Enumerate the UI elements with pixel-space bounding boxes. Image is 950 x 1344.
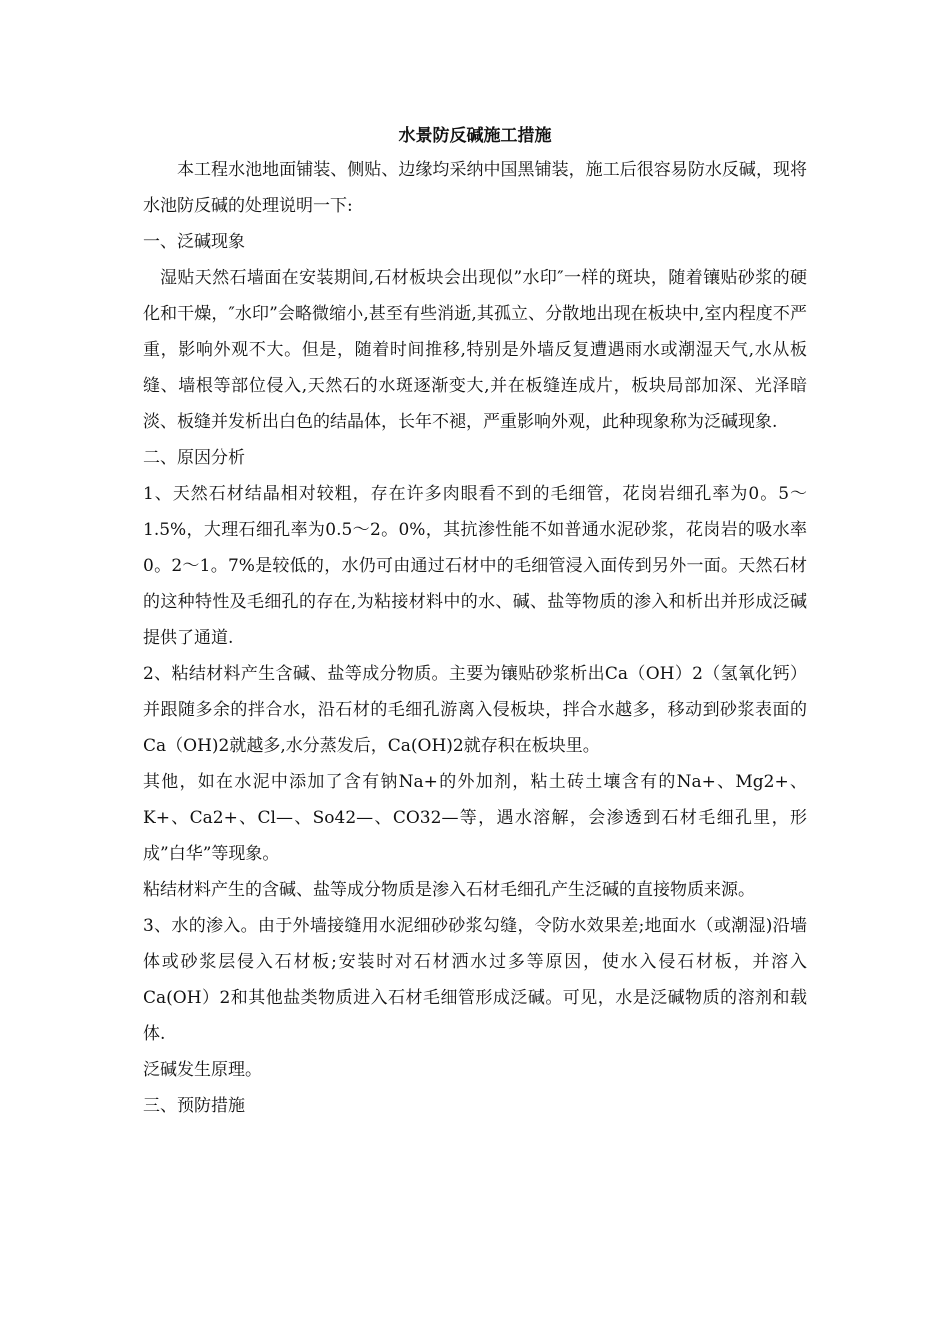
intro-paragraph: 本工程水池地面铺装、侧贴、边缘均采纳中国黑铺装，施工后很容易防水反碱，现将水池防反碱的处理说明一下: [143, 160, 807, 216]
principle-line: 泛碱发生原理。 [143, 1060, 262, 1080]
efflorescence-description: 湿贴天然石墙面在安装期间,石材板块会出现似”水印″一样的斑块，随着镶贴砂浆的硬化和干燥，″水印”会略微缩小,甚至有些消逝,其孤立、分散地出现在板块中,室内程度不严重，影响外观不大。但是，随着时间推移,特别是外墙反复遭遇雨水或潮湿天气,水从板缝、墙根等部位侵入,天然石的水斑逐渐变大,并在板缝连成片，板块局部加深、光泽暗淡、板缝并发析出白色的结晶体，长年不褪，严重影响外观，此种现象称为泛碱现象. [143, 268, 807, 432]
cause-paragraph-other: 其他，如在水泥中添加了含有钠Na+的外加剂，粘土砖土壤含有的Na+、Mg2+、K+、Ca2+、Cl—、So42—、CO32—等，遇水溶解，会渗透到石材毛细孔里，形成”白华”等现象。 [143, 772, 807, 864]
section-heading-2: 二、原因分析 [143, 448, 245, 468]
section-heading-1: 一、泛碱现象 [143, 232, 245, 252]
cause-paragraph-summary: 粘结材料产生的含碱、盐等成分物质是渗入石材毛细孔产生泛碱的直接物质来源。 [143, 880, 755, 900]
cause-paragraph-2: 2、粘结材料产生含碱、盐等成分物质。主要为镶贴砂浆析出Ca（OH）2（氢氧化钙）并跟随多余的拌合水，沿石材的毛细孔游离入侵板块，拌合水越多，移动到砂浆表面的Ca（OH)2就越多,水分蒸发后，Ca(OH)2就存积在板块里。 [143, 664, 807, 756]
document-body [143, 152, 807, 1124]
cause-paragraph-1: 1、天然石材结晶相对较粗，存在许多肉眼看不到的毛细管，花岗岩细孔率为0。5～1.5%，大理石细孔率为0.5～2。0%，其抗渗性能不如普通水泥砂浆，花岗岩的吸水率0。2～1。7%是较低的，水仍可由通过石材中的毛细管浸入面传到另外一面。天然石材的这种特性及毛细孔的存在,为粘接材料中的水、碱、盐等物质的渗入和析出并形成泛碱提供了通道. [143, 484, 807, 648]
section-heading-3: 三、预防措施 [143, 1096, 245, 1116]
cause-paragraph-3: 3、水的渗入。由于外墙接缝用水泥细砂砂浆勾缝，令防水效果差;地面水（或潮湿)沿墙体或砂浆层侵入石材板;安装时对石材洒水过多等原因，使水入侵石材板，并溶入Ca(OH）2和其他盐类物质进入石材毛细管形成泛碱。可见，水是泛碱物质的溶剂和载体. [143, 916, 807, 1044]
document-title: 水景防反碱施工措施 [398, 126, 552, 146]
